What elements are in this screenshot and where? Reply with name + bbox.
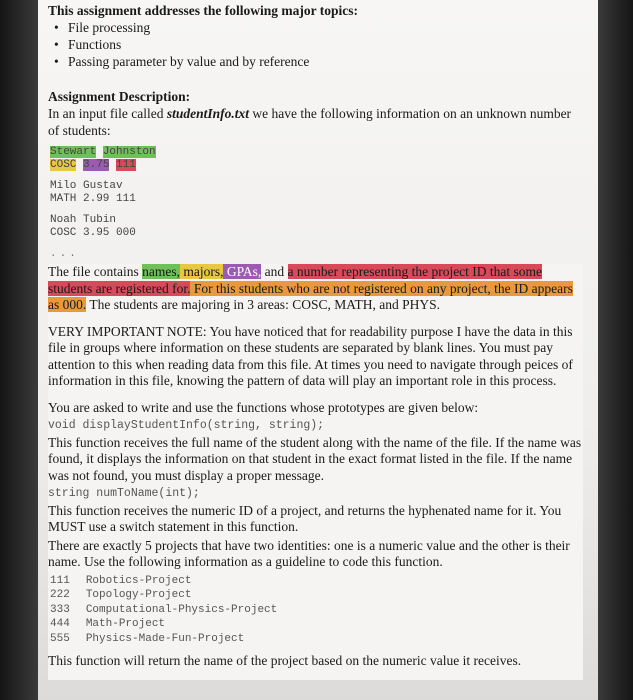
record-data: COSC 3.95 000: [50, 227, 136, 239]
text-span: The file contains: [48, 264, 143, 279]
description-section: [48, 88, 578, 139]
file-contents-paragraph: [48, 264, 583, 314]
projects-table: [48, 573, 293, 648]
record-1: [50, 146, 156, 172]
project-id: 222: [50, 589, 70, 601]
ellipsis: ...: [50, 248, 79, 260]
highlight-unregistered: For this students who are not registered on any project, the ID appears as 000.: [48, 280, 573, 312]
record-3: [50, 214, 156, 240]
prototype-numtoname: string numToName(int);: [48, 487, 200, 500]
project-id: 444: [50, 618, 70, 630]
project-name: Physics-Made-Fun-Project: [85, 632, 245, 645]
description-lead: In an input file called: [48, 106, 167, 121]
topic-item: • Passing parameter by value and by reference: [54, 53, 358, 70]
photo-shadow-right: [598, 0, 633, 700]
topics-list: [48, 19, 358, 70]
record-gpa: 3.75: [83, 159, 110, 171]
topics-heading: This assignment addresses the following major topics:: [48, 3, 359, 18]
photo-shadow-left: [0, 0, 38, 700]
prototype-display: void displayStudentInfo(string, string);: [48, 419, 325, 432]
file-sample: [50, 146, 156, 261]
project-name: Math-Project: [85, 618, 166, 630]
project-id: 111: [50, 574, 70, 587]
project-id: 333: [50, 603, 70, 616]
table-row: [50, 575, 291, 588]
topics-section: [48, 2, 358, 70]
document-page: [38, 0, 598, 700]
project-id: 555: [50, 632, 70, 645]
highlight-project-id: a number representing the project ID that some students are registered for.: [48, 264, 543, 296]
project-name: Robotics-Project: [85, 574, 192, 587]
description-text: [48, 105, 578, 139]
project-name: Computational-Physics-Project: [85, 603, 278, 616]
important-note: VERY IMPORTANT NOTE: You have noticed that for readability purpose I have the data in this file in groups where information on these students are separated by blank lines. You must pay attention to this when reading data from this file. At times you need to navigate through peices of information in this file, knowing the pattern of data will play an important role in this process.: [48, 323, 573, 388]
projects-description: There are exactly 5 projects that have two identities: one is a numeric value and the other is their name. Use the following information as a guideline to code this function.: [48, 537, 570, 569]
record-data: MATH 2.99 111: [50, 193, 136, 205]
record-major: COSC: [50, 159, 77, 171]
highlight-names: names,: [142, 264, 180, 279]
return-description: This function will return the name of the project based on the numeric value it receives.: [48, 653, 522, 668]
text-span: and: [261, 264, 288, 279]
record-name: Noah Tubin: [50, 214, 117, 226]
record-2: [50, 180, 156, 206]
highlight-gpas: GPAs,: [223, 264, 262, 279]
text-span: The students are majoring in 3 areas: COSC, MATH, and PHYS.: [86, 297, 440, 312]
record-last-name: Johnston: [102, 146, 156, 158]
description-tail: we have the following information on an unknown number of students:: [48, 106, 572, 138]
record-name: Milo Gustav: [50, 180, 123, 192]
display-description: This function receives the full name of the student along with the name of the file. If the name was found, it displays the information on that student in the exact format listed in the file. If the name was not found, you must display a proper message.: [48, 434, 582, 483]
prototypes-intro: You are asked to write and use the functions whose prototypes are given below:: [48, 399, 479, 415]
table-row: [50, 589, 291, 602]
highlight-majors: majors,: [179, 264, 224, 279]
record-first-name: Stewart: [50, 146, 97, 158]
body-section: [48, 264, 583, 680]
input-filename: studentInfo.txt: [166, 106, 249, 121]
topic-item: • File processing: [54, 19, 358, 36]
project-name: Topology-Project: [85, 589, 192, 601]
table-row: [50, 618, 291, 631]
record-project-id: 111: [116, 159, 136, 171]
table-row: [50, 633, 291, 646]
topic-item: • Functions: [54, 36, 358, 53]
description-title: Assignment Description:: [48, 89, 191, 104]
table-row: [50, 604, 291, 617]
numtoname-description: This function receives the numeric ID of a project, and returns the hyphenated name for it. You MUST use a switch statement in this function.: [48, 502, 562, 534]
